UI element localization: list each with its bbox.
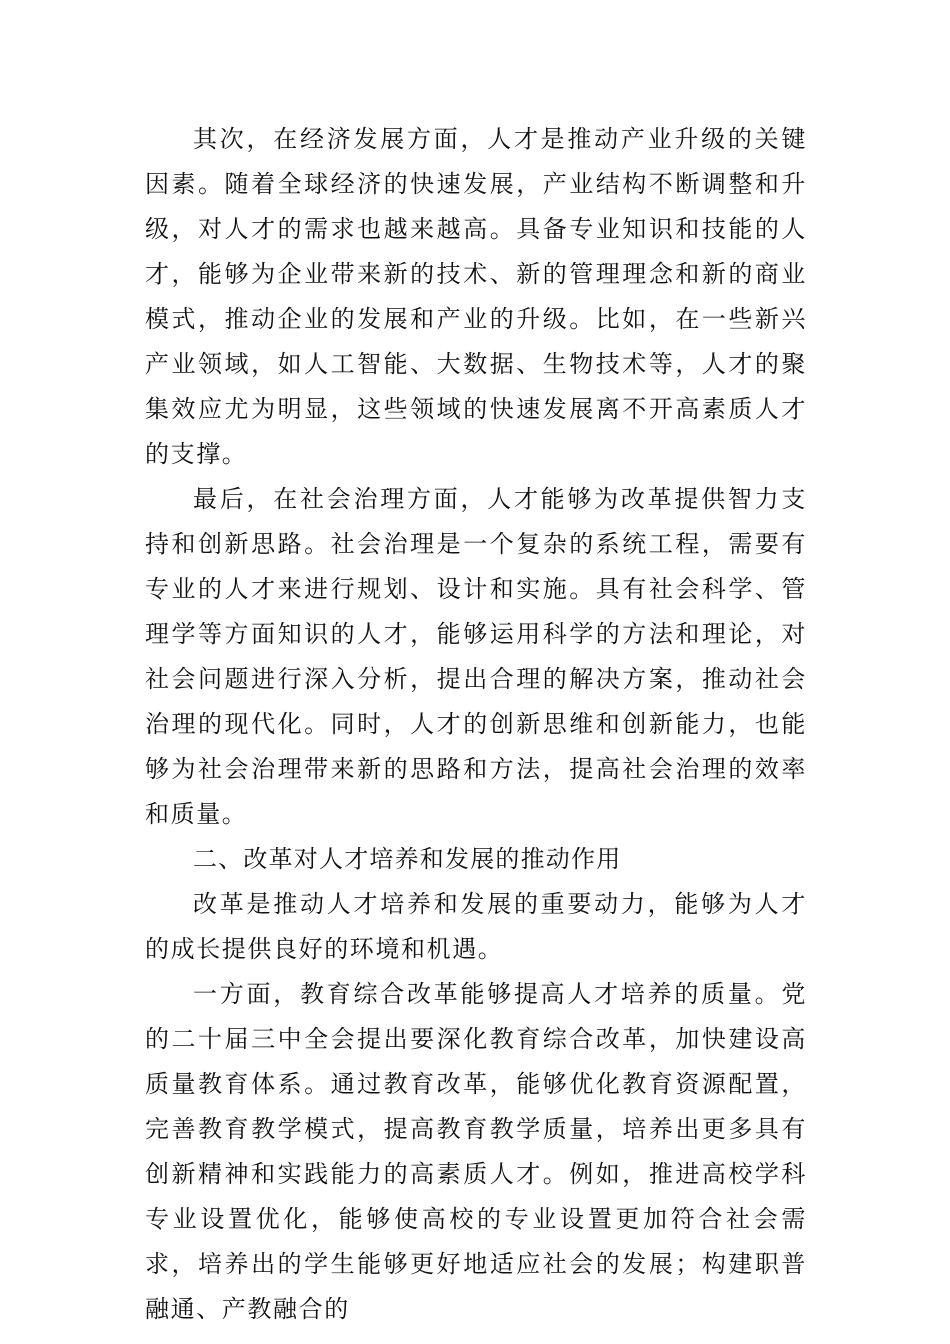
section-heading-reform: 二、改革对人才培养和发展的推动作用 — [193, 845, 622, 873]
document-page — [145, 117, 807, 1332]
paragraph-economic-development: 其次，在经济发展方面，人才是推动产业升级的关键因素。随着全球经济的快速发展，产业结构不断调整和升级，对人才的需求也越来越高。具备专业知识和技能的人才，能够为企业带来新的技术、新的管理理念和新的商业模式，推动企业的发展和产业的升级。比如，在一些新兴产业领域，如人工智能、大数据、生物技术等，人才的聚集效应尤为明显，这些领域的快速发展离不开高素质人才的支撑。 — [145, 125, 807, 468]
paragraph-social-governance: 最后，在社会治理方面，人才能够为改革提供智力支持和创新思路。社会治理是一个复杂的系统工程，需要有专业的人才来进行规划、设计和实施。具有社会科学、管理学等方面知识的人才，能够运用科学的方法和理论，对社会问题进行深入分析，提出合理的解决方案，推动社会治理的现代化。同时，人才的创新思维和创新能力，也能够为社会治理带来新的思路和方法，提高社会治理的效率和质量。 — [145, 485, 807, 828]
paragraph-education-reform: 一方面，教育综合改革能够提高人才培养的质量。党的二十届三中全会提出要深化教育综合改革，加快建设高质量教育体系。通过教育改革，能够优化教育资源配置，完善教育教学模式，提高教育教学质量，培养出更多具有创新精神和实践能力的高素质人才。例如，推进高校学科专业设置优化，能够使高校的专业设置更加符合社会需求，培养出的学生能够更好地适应社会的发展；构建职普融通、产教融合的 — [145, 980, 807, 1323]
paragraph-reform-intro: 改革是推动人才培养和发展的重要动力，能够为人才的成长提供良好的环境和机遇。 — [145, 890, 807, 963]
